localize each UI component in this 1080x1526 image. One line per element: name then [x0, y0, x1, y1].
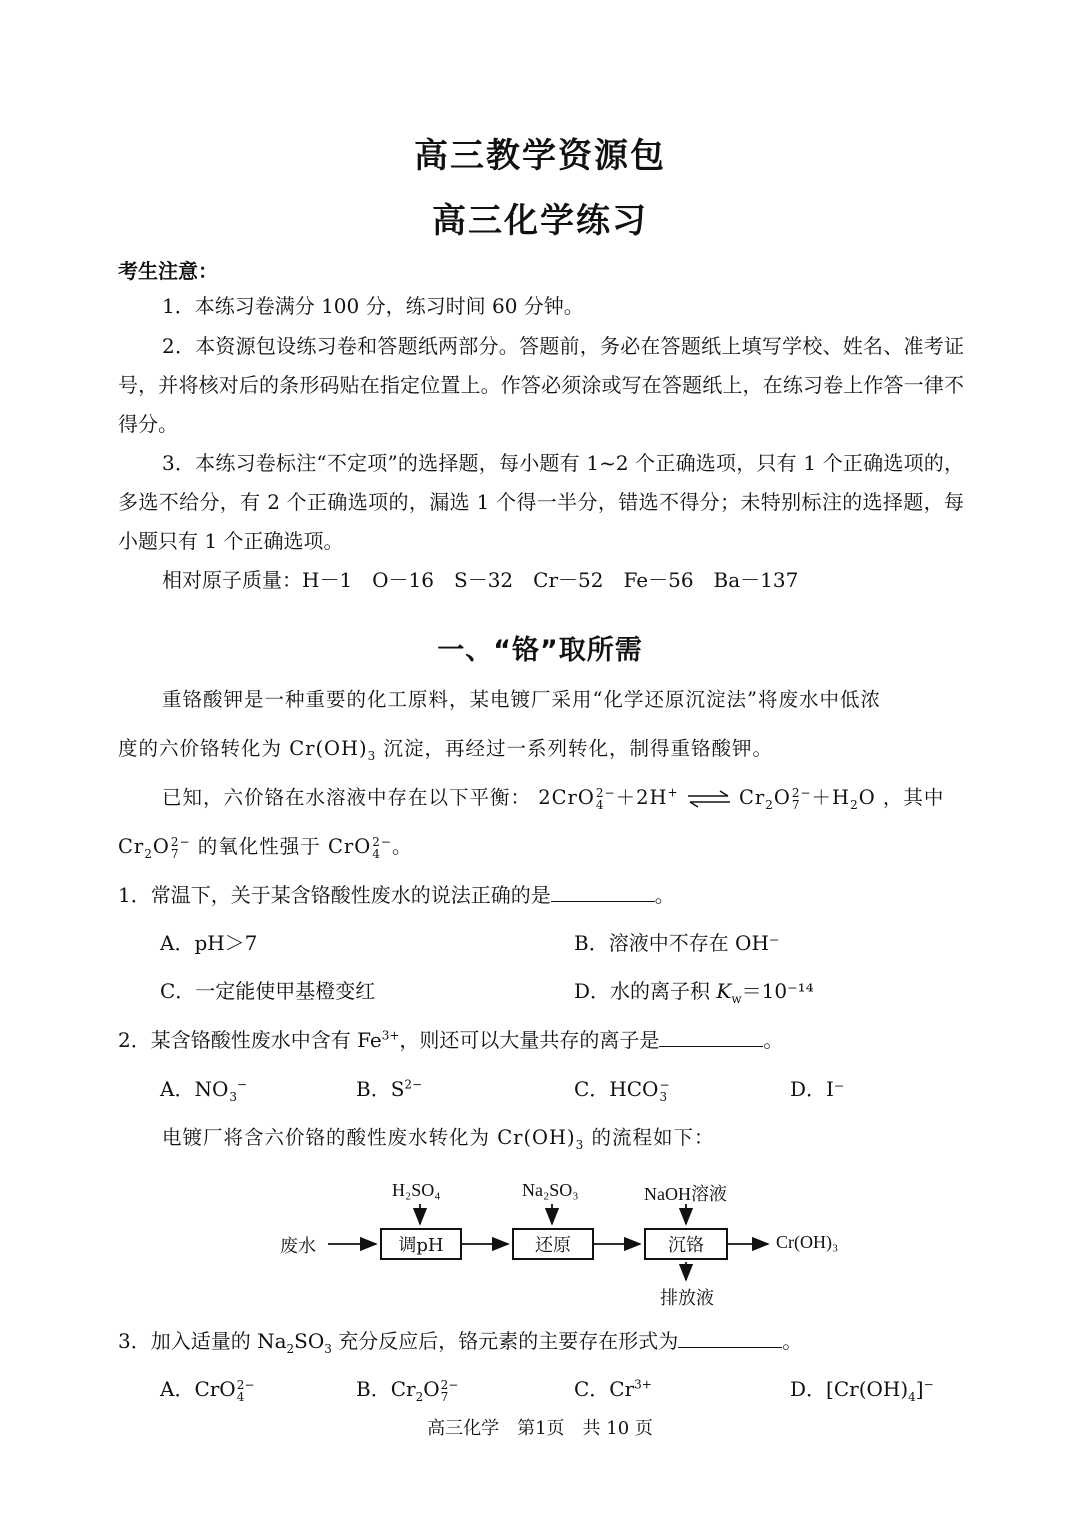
notice-item-2: 2．本资源包设练习卷和答题纸两部分。答题前，务必在答题纸上填写学校、姓名、准考证号，并将核对后的条形码贴在指定位置上。作答必须涂或写在答题纸上，在练习卷上作答一律不得分。 [118, 334, 964, 436]
flow-reagent-h2so4: H₂SO₄ [392, 1180, 441, 1200]
q1-option-b: B．溶液中不存在 OH⁻ [574, 931, 780, 955]
q3-option-a: A．CrO 2− 4 [160, 1377, 255, 1404]
question-3-stem: 3．加入适量的 $Na_2SO_3$ 充分反应后，铬元素的主要存在形式为 。 [118, 1322, 802, 1361]
q2-option-b: B．$S^{2-}$ [356, 1077, 423, 1101]
intro-line-2: 度的六价铬转化为 $Cr(OH)_3$ 沉淀，再经过一系列转化，制得重铬酸钾。 [118, 737, 773, 763]
q1-option-c: C．一定能使甲基橙变红 [160, 979, 376, 1003]
flow-intro: 电镀厂将含六价铬的酸性废水转化为 $Cr(OH)_3$ 的流程如下： [162, 1126, 715, 1152]
flow-reagent-naoh: NaOH溶液 [644, 1184, 727, 1204]
atomic-mass-line: 相对原子质量：H－1 O－16 S－32 Cr－52 Fe－56 Ba－137 [162, 568, 799, 592]
q1-option-d: D．水的离子积 $K_w=10^{-14}$ [574, 979, 814, 1006]
q2-option-d: D．I⁻ [790, 1077, 845, 1101]
flow-reagent-na2so3: Na₂SO₃ [522, 1180, 579, 1200]
page-footer: 高三化学 第1页 共 10 页 [427, 1418, 653, 1439]
q1-option-a: A．pH＞7 [160, 931, 258, 955]
flow-input-label: 废水 [280, 1236, 316, 1256]
flow-step-reduce: 还原 [512, 1228, 594, 1260]
equilibrium-equation: 2CrO 2− 4 ＋2H+ $Cr_2O$ 2− 7 $+H_2O$ [538, 785, 883, 812]
equilibrium-line-2: $Cr_2O$ 2− 7 的氧化性强于 CrO 2− 4 。 [118, 834, 413, 861]
flow-output-label: Cr(OH)₃ [776, 1232, 839, 1252]
page-subtitle: 高三化学练习 [432, 201, 648, 241]
q2-option-c: C．HCO − 3 [574, 1077, 670, 1104]
page-title: 高三教学资源包 [414, 136, 666, 176]
notice-item-1: 1．本练习卷满分 100 分，练习时间 60 分钟。 [162, 294, 584, 318]
flow-step-precipitate: 沉铬 [644, 1228, 728, 1260]
q3-option-b: B．$Cr_2O$ 2− 7 [356, 1377, 459, 1404]
answer-blank [678, 1325, 782, 1348]
question-1-stem: 1．常温下，关于某含铬酸性废水的说法正确的是 。 [118, 876, 675, 915]
q3-option-d: D．$[Cr(OH)_4]^-$ [790, 1377, 934, 1404]
notice-item-3: 3．本练习卷标注“不定项”的选择题，每小题有 1~2 个正确选项，只有 1 个正确选项的，多选不给分，有 2 个正确选项的，漏选 1 个得一半分，错选不得分；未特别标注的选择题，每小题只有 1 个正确选项。 [118, 451, 964, 553]
section-title: 一、“铬”取所需 [437, 635, 643, 666]
notice-heading: 考生注意： [118, 259, 218, 283]
q2-option-a: A．NO 3 − [160, 1077, 248, 1104]
flow-step-adjust-ph: 调pH [380, 1228, 462, 1260]
q3-option-c: C．$Cr^{3+}$ [574, 1377, 652, 1401]
intro-line-1: 重铬酸钾是一种重要的化工原料，某电镀厂采用“化学还原沉淀法”将废水中低浓 [162, 688, 881, 711]
flow-waste-label: 排放液 [660, 1288, 714, 1308]
question-2-stem: 2．某含铬酸性废水中含有 $Fe^{3+}$，则还可以大量共存的离子是 。 [118, 1021, 783, 1060]
equilibrium-line: 已知，六价铬在水溶液中存在以下平衡： 2CrO 2− 4 ＋2H+ $Cr_2O$ 2− 7 $+H_2O$ ，其中 [162, 785, 945, 812]
